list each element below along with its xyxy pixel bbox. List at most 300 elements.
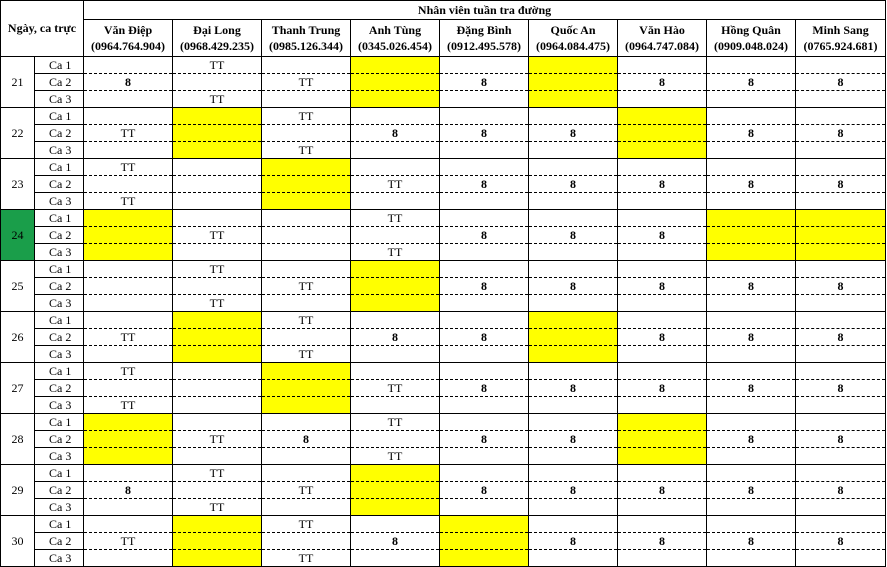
schedule-cell — [707, 295, 796, 312]
schedule-cell: TT — [173, 431, 262, 448]
shift-label: Ca 1 — [35, 108, 84, 125]
schedule-cell: 8 — [440, 380, 529, 397]
day-number: 28 — [1, 414, 35, 465]
shift-row — [1, 431, 886, 448]
schedule-cell — [351, 397, 440, 414]
employee-header — [707, 20, 796, 57]
shift-row — [1, 210, 886, 227]
shift-row — [1, 516, 886, 533]
schedule-cell — [351, 363, 440, 380]
schedule-cell — [440, 91, 529, 108]
schedule-cell: 8 — [796, 125, 886, 142]
schedule-cell: 8 — [529, 482, 618, 499]
schedule-cell: 8 — [440, 125, 529, 142]
off-day-cell — [351, 465, 440, 482]
off-day-cell — [173, 142, 262, 159]
schedule-cell — [796, 142, 886, 159]
off-day-cell — [84, 448, 173, 465]
schedule-cell — [707, 414, 796, 431]
off-day-cell — [262, 193, 351, 210]
off-day-cell — [707, 227, 796, 244]
schedule-cell: 8 — [618, 329, 707, 346]
shift-label: Ca 2 — [35, 176, 84, 193]
schedule-cell — [529, 193, 618, 210]
schedule-cell — [707, 193, 796, 210]
schedule-cell — [173, 278, 262, 295]
schedule-cell: TT — [262, 482, 351, 499]
schedule-cell — [618, 159, 707, 176]
shift-label: Ca 2 — [35, 227, 84, 244]
schedule-cell — [707, 499, 796, 516]
schedule-cell — [529, 516, 618, 533]
schedule-cell — [440, 499, 529, 516]
schedule-cell — [440, 397, 529, 414]
schedule-cell: 8 — [440, 482, 529, 499]
off-day-cell — [529, 91, 618, 108]
schedule-cell — [440, 159, 529, 176]
schedule-cell: TT — [262, 516, 351, 533]
schedule-cell — [796, 550, 886, 567]
schedule-cell: 8 — [529, 380, 618, 397]
schedule-cell — [618, 295, 707, 312]
shift-row — [1, 329, 886, 346]
schedule-cell — [262, 125, 351, 142]
shift-row — [1, 499, 886, 516]
schedule-cell — [440, 142, 529, 159]
employee-name: Minh Sang — [812, 23, 869, 37]
schedule-cell: TT — [262, 74, 351, 91]
schedule-cell — [618, 516, 707, 533]
schedule-cell — [262, 295, 351, 312]
schedule-cell: 8 — [529, 431, 618, 448]
schedule-cell: 8 — [796, 74, 886, 91]
shift-row — [1, 465, 886, 482]
schedule-cell — [529, 363, 618, 380]
schedule-cell: TT — [262, 312, 351, 329]
schedule-cell: 8 — [351, 329, 440, 346]
off-day-cell — [173, 125, 262, 142]
schedule-cell: 8 — [262, 431, 351, 448]
schedule-cell — [351, 431, 440, 448]
employee-name: Đặng Bình — [456, 23, 512, 37]
shift-label: Ca 1 — [35, 210, 84, 227]
schedule-cell — [262, 414, 351, 431]
shift-label: Ca 3 — [35, 295, 84, 312]
schedule-cell — [440, 210, 529, 227]
shift-row — [1, 448, 886, 465]
schedule-cell — [796, 363, 886, 380]
schedule-cell — [618, 397, 707, 414]
schedule-cell — [618, 57, 707, 74]
schedule-cell — [796, 397, 886, 414]
schedule-cell: 8 — [440, 329, 529, 346]
schedule-cell: 8 — [84, 74, 173, 91]
shift-row — [1, 380, 886, 397]
off-day-cell — [796, 210, 886, 227]
off-day-cell — [173, 533, 262, 550]
off-day-cell — [173, 329, 262, 346]
shift-label: Ca 2 — [35, 482, 84, 499]
schedule-cell: 8 — [618, 176, 707, 193]
off-day-cell — [440, 550, 529, 567]
schedule-cell — [440, 57, 529, 74]
schedule-cell — [796, 108, 886, 125]
schedule-cell: TT — [262, 108, 351, 125]
schedule-cell — [173, 363, 262, 380]
schedule-cell — [262, 210, 351, 227]
schedule-cell — [796, 346, 886, 363]
off-day-cell — [529, 74, 618, 91]
off-day-cell — [262, 159, 351, 176]
schedule-cell: TT — [173, 227, 262, 244]
off-day-cell — [262, 397, 351, 414]
schedule-cell — [796, 159, 886, 176]
schedule-cell — [84, 550, 173, 567]
schedule-cell — [84, 142, 173, 159]
employee-header — [618, 20, 707, 57]
schedule-cell — [262, 465, 351, 482]
off-day-cell — [529, 312, 618, 329]
schedule-cell: 8 — [707, 329, 796, 346]
schedule-cell — [262, 227, 351, 244]
shift-label: Ca 2 — [35, 74, 84, 91]
schedule-cell — [529, 550, 618, 567]
schedule-cell: TT — [262, 550, 351, 567]
schedule-cell — [796, 448, 886, 465]
employee-phone: (0345.026.454) — [358, 39, 432, 53]
shift-row — [1, 57, 886, 74]
off-day-cell — [440, 516, 529, 533]
off-day-cell — [173, 550, 262, 567]
shift-row — [1, 176, 886, 193]
off-day-cell — [618, 108, 707, 125]
schedule-cell — [529, 414, 618, 431]
schedule-cell — [440, 448, 529, 465]
shift-row — [1, 261, 886, 278]
schedule-cell — [529, 210, 618, 227]
schedule-cell: TT — [84, 193, 173, 210]
schedule-cell — [707, 159, 796, 176]
schedule-cell: 8 — [707, 176, 796, 193]
schedule-cell: TT — [262, 278, 351, 295]
corner-label: Ngày, ca trực — [1, 1, 84, 57]
schedule-cell — [618, 346, 707, 363]
schedule-cell — [618, 91, 707, 108]
schedule-cell: TT — [262, 142, 351, 159]
off-day-cell — [618, 448, 707, 465]
employee-name: Đại Long — [193, 23, 241, 37]
shift-label: Ca 3 — [35, 244, 84, 261]
shift-label: Ca 2 — [35, 329, 84, 346]
day-number: 29 — [1, 465, 35, 516]
schedule-cell — [707, 261, 796, 278]
schedule-cell — [796, 91, 886, 108]
schedule-cell — [618, 261, 707, 278]
schedule-cell — [440, 108, 529, 125]
schedule-cell — [84, 108, 173, 125]
shift-row — [1, 244, 886, 261]
schedule-cell — [84, 380, 173, 397]
schedule-cell — [529, 108, 618, 125]
off-day-cell — [84, 244, 173, 261]
off-day-cell — [618, 414, 707, 431]
schedule-cell — [440, 363, 529, 380]
schedule-cell: TT — [351, 210, 440, 227]
schedule-cell — [618, 210, 707, 227]
shift-label: Ca 1 — [35, 516, 84, 533]
off-day-cell — [351, 278, 440, 295]
schedule-cell — [84, 57, 173, 74]
schedule-cell: 8 — [440, 74, 529, 91]
schedule-cell: 8 — [529, 278, 618, 295]
employee-phone: (0765.924.681) — [803, 39, 878, 53]
schedule-cell — [707, 142, 796, 159]
schedule-cell: TT — [351, 244, 440, 261]
schedule-cell — [84, 278, 173, 295]
employee-name: Văn Hào — [639, 23, 685, 37]
schedule-cell: TT — [262, 346, 351, 363]
schedule-cell — [796, 499, 886, 516]
off-day-cell — [529, 57, 618, 74]
schedule-cell — [707, 550, 796, 567]
schedule-cell: TT — [84, 363, 173, 380]
schedule-cell — [84, 312, 173, 329]
schedule-cell — [262, 448, 351, 465]
schedule-cell — [84, 516, 173, 533]
schedule-cell — [707, 57, 796, 74]
shift-row — [1, 227, 886, 244]
schedule-cell — [618, 550, 707, 567]
off-day-cell — [173, 516, 262, 533]
schedule-cell — [440, 295, 529, 312]
shift-row — [1, 159, 886, 176]
schedule-cell: 8 — [618, 227, 707, 244]
off-day-cell — [351, 74, 440, 91]
schedule-cell: 8 — [618, 380, 707, 397]
employee-header — [262, 20, 351, 57]
schedule-cell — [796, 261, 886, 278]
schedule-cell — [173, 397, 262, 414]
schedule-cell: 8 — [351, 533, 440, 550]
schedule-cell: 8 — [707, 278, 796, 295]
schedule-cell: TT — [173, 57, 262, 74]
day-number: 24 — [1, 210, 35, 261]
off-day-cell — [351, 91, 440, 108]
schedule-cell — [618, 244, 707, 261]
schedule-cell: TT — [84, 397, 173, 414]
off-day-cell — [351, 499, 440, 516]
schedule-cell — [262, 499, 351, 516]
shift-label: Ca 3 — [35, 397, 84, 414]
off-day-cell — [173, 346, 262, 363]
schedule-cell: TT — [173, 91, 262, 108]
schedule-cell — [351, 142, 440, 159]
schedule-cell — [618, 499, 707, 516]
schedule-cell: TT — [84, 125, 173, 142]
schedule-cell — [707, 465, 796, 482]
schedule-cell — [440, 244, 529, 261]
off-day-cell — [84, 210, 173, 227]
schedule-cell: TT — [351, 448, 440, 465]
schedule-cell — [618, 312, 707, 329]
employee-header — [351, 20, 440, 57]
off-day-cell — [84, 227, 173, 244]
shift-row — [1, 533, 886, 550]
schedule-cell — [262, 91, 351, 108]
schedule-cell: 8 — [796, 482, 886, 499]
schedule-cell — [707, 91, 796, 108]
schedule-cell: 8 — [440, 431, 529, 448]
schedule-cell: TT — [351, 380, 440, 397]
off-day-cell — [84, 414, 173, 431]
shift-row — [1, 74, 886, 91]
off-day-cell — [618, 142, 707, 159]
employee-phone: (0909.048.024) — [714, 39, 788, 53]
schedule-cell — [84, 261, 173, 278]
schedule-cell — [529, 465, 618, 482]
shift-label: Ca 2 — [35, 380, 84, 397]
shift-label: Ca 1 — [35, 414, 84, 431]
off-day-cell — [351, 261, 440, 278]
off-day-cell — [173, 108, 262, 125]
shift-label: Ca 1 — [35, 465, 84, 482]
employee-phone: (0912.495.578) — [447, 39, 521, 53]
shift-row — [1, 108, 886, 125]
schedule-cell: TT — [351, 176, 440, 193]
schedule-cell: TT — [84, 329, 173, 346]
schedule-cell — [707, 312, 796, 329]
schedule-cell: 8 — [618, 74, 707, 91]
employee-phone: (0964.747.084) — [625, 39, 699, 53]
employee-header — [440, 20, 529, 57]
day-number: 26 — [1, 312, 35, 363]
off-day-cell — [618, 431, 707, 448]
schedule-cell: TT — [173, 295, 262, 312]
schedule-cell: 8 — [796, 278, 886, 295]
schedule-cell: 8 — [618, 278, 707, 295]
shift-row — [1, 346, 886, 363]
employee-header — [529, 20, 618, 57]
schedule-cell — [173, 210, 262, 227]
schedule-cell — [440, 346, 529, 363]
shift-label: Ca 2 — [35, 431, 84, 448]
shift-row — [1, 125, 886, 142]
schedule-cell — [618, 193, 707, 210]
schedule-cell — [173, 74, 262, 91]
schedule-cell — [529, 499, 618, 516]
shift-row — [1, 397, 886, 414]
schedule-cell: 8 — [796, 431, 886, 448]
schedule-cell — [351, 193, 440, 210]
off-day-cell — [262, 176, 351, 193]
shift-label: Ca 1 — [35, 159, 84, 176]
schedule-cell: 8 — [529, 125, 618, 142]
schedule-cell — [529, 261, 618, 278]
off-day-cell — [440, 533, 529, 550]
schedule-cell — [173, 448, 262, 465]
schedule-cell — [173, 159, 262, 176]
schedule-cell — [529, 295, 618, 312]
schedule-cell — [707, 516, 796, 533]
day-number: 22 — [1, 108, 35, 159]
schedule-cell — [84, 91, 173, 108]
off-day-cell — [351, 57, 440, 74]
schedule-cell — [618, 465, 707, 482]
schedule-cell: TT — [173, 465, 262, 482]
off-day-cell — [618, 125, 707, 142]
schedule-cell: 8 — [707, 482, 796, 499]
schedule-cell: TT — [84, 533, 173, 550]
schedule-cell — [262, 244, 351, 261]
shift-row — [1, 363, 886, 380]
schedule-cell — [351, 227, 440, 244]
shift-label: Ca 3 — [35, 499, 84, 516]
employee-name: Văn Điệp — [103, 23, 153, 37]
shift-row — [1, 278, 886, 295]
shift-row — [1, 295, 886, 312]
schedule-cell — [173, 244, 262, 261]
shift-label: Ca 3 — [35, 448, 84, 465]
schedule-cell: 8 — [440, 278, 529, 295]
staff-group-title: Nhân viên tuần tra đường — [84, 1, 886, 20]
day-number: 27 — [1, 363, 35, 414]
schedule-cell — [707, 346, 796, 363]
shift-label: Ca 3 — [35, 550, 84, 567]
schedule-cell — [262, 533, 351, 550]
schedule-cell — [529, 448, 618, 465]
schedule-cell — [173, 482, 262, 499]
schedule-cell — [351, 346, 440, 363]
off-day-cell — [529, 346, 618, 363]
off-day-cell — [262, 363, 351, 380]
schedule-cell — [440, 261, 529, 278]
schedule-cell — [796, 193, 886, 210]
day-number: 23 — [1, 159, 35, 210]
schedule-cell — [351, 550, 440, 567]
employee-phone: (0968.429.235) — [180, 39, 254, 53]
schedule-cell: 8 — [440, 176, 529, 193]
schedule-cell — [796, 516, 886, 533]
schedule-cell — [262, 329, 351, 346]
off-day-cell — [351, 482, 440, 499]
schedule-cell: 8 — [707, 431, 796, 448]
schedule-cell: 8 — [84, 482, 173, 499]
shift-label: Ca 2 — [35, 278, 84, 295]
schedule-cell — [84, 295, 173, 312]
schedule-cell — [529, 159, 618, 176]
schedule-cell — [796, 57, 886, 74]
shift-label: Ca 3 — [35, 91, 84, 108]
schedule-cell — [707, 108, 796, 125]
schedule-cell: 8 — [707, 125, 796, 142]
schedule-cell: 8 — [618, 482, 707, 499]
schedule-cell — [173, 176, 262, 193]
day-number: 21 — [1, 57, 35, 108]
employee-name: Anh Tùng — [368, 23, 422, 37]
day-number: 30 — [1, 516, 35, 567]
shift-label: Ca 3 — [35, 346, 84, 363]
off-day-cell — [173, 312, 262, 329]
schedule-cell: 8 — [529, 533, 618, 550]
schedule-cell — [796, 465, 886, 482]
schedule-cell — [440, 312, 529, 329]
schedule-cell: 8 — [529, 227, 618, 244]
schedule-cell — [618, 363, 707, 380]
schedule-cell — [796, 312, 886, 329]
schedule-cell: 8 — [707, 74, 796, 91]
shift-label: Ca 3 — [35, 142, 84, 159]
schedule-cell — [262, 261, 351, 278]
